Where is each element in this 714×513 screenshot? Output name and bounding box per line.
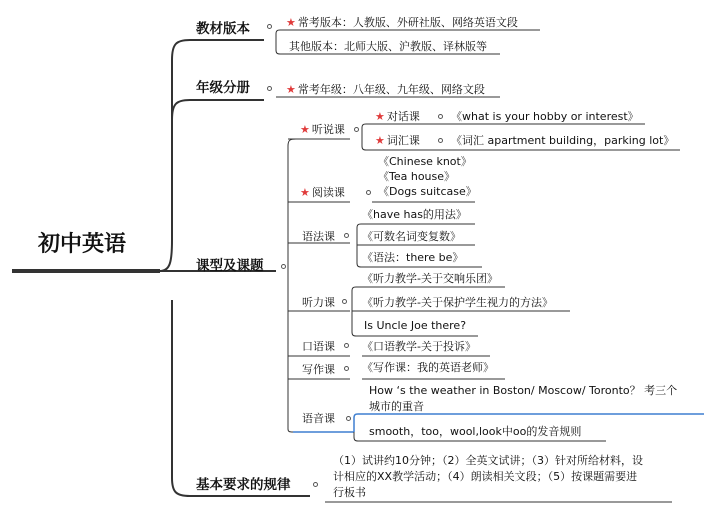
phonetics-topic: How ‘s the weather in Boston/ Moscow/ Toronto？ 考三个 (369, 384, 678, 397)
lesson-listening-speaking (300, 123, 345, 137)
collapse-toggle[interactable] (267, 86, 272, 91)
dialogue-topic: 《what is your hobby or interest》 (451, 110, 639, 123)
grade-common-text: 常考年级：八年级、九年级、网络文段 (297, 83, 485, 96)
lesson-label: 阅读课 (311, 186, 345, 199)
textbook-common (286, 16, 518, 30)
listening-topic: 《听力教学-关于保护学生视力的方法》 (362, 296, 553, 309)
lesson-listening: 听力课 (302, 296, 335, 309)
grammar-topic: 《语法：there be》 (362, 251, 464, 264)
collapse-toggle[interactable] (267, 24, 272, 29)
category-rules: 基本要求的规律 (196, 477, 291, 493)
rules-text: 计相应的XX教学活动；（4）朗读相关文段；（5）按课题需要进 (333, 470, 638, 483)
listening-topic: 《听力教学-关于交响乐团》 (362, 272, 498, 285)
rules-text: （1）试讲约10分钟；（2）全英文试讲；（3）针对所给材料，设 (333, 454, 643, 467)
star-icon: ★ (375, 134, 385, 147)
collapse-toggle[interactable] (344, 366, 349, 371)
collapse-toggle[interactable] (281, 264, 286, 269)
collapse-toggle[interactable] (313, 482, 318, 487)
star-icon: ★ (300, 123, 310, 136)
collapse-toggle[interactable] (344, 343, 349, 348)
lesson-label: 词汇课 (386, 134, 420, 147)
grammar-topic: 《have has的用法》 (362, 208, 467, 221)
root-title: 初中英语 (38, 232, 127, 257)
collapse-toggle[interactable] (438, 114, 443, 119)
grammar-topic: 《可数名词变复数》 (362, 230, 461, 243)
star-icon: ★ (286, 16, 296, 29)
lesson-oral: 口语课 (302, 340, 335, 353)
category-grade: 年级分册 (196, 80, 250, 96)
category-lessons: 课型及课题 (196, 258, 264, 274)
collapse-toggle[interactable] (346, 416, 351, 421)
lesson-reading (300, 186, 345, 200)
lesson-label: 对话课 (386, 110, 420, 123)
collapse-toggle[interactable] (366, 190, 371, 195)
lesson-phonetics: 语音课 (302, 412, 335, 425)
phonetics-topic: 城市的重音 (369, 400, 424, 413)
oral-topic: 《口语教学-关于投诉》 (362, 340, 476, 353)
star-icon: ★ (300, 186, 310, 199)
textbook-common-text: 常考版本：人教版、外研社版、网络英语文段 (297, 16, 518, 29)
rules-text: 行板书 (333, 486, 366, 499)
grade-common (286, 83, 485, 97)
lesson-dialogue (375, 110, 420, 124)
lesson-vocabulary (375, 134, 420, 148)
collapse-toggle[interactable] (354, 127, 359, 132)
reading-topic: 《Tea house》 (378, 170, 456, 183)
phonetics-topic-2: smooth，too，wool,look中oo的发音规则 (369, 425, 582, 438)
lesson-writing: 写作课 (302, 363, 335, 376)
star-icon: ★ (375, 110, 385, 123)
reading-topic: 《Chinese knot》 (378, 155, 472, 168)
collapse-toggle[interactable] (344, 233, 349, 238)
vocabulary-topic: 《词汇 apartment building，parking lot》 (451, 134, 675, 147)
category-textbook: 教材版本 (196, 21, 250, 37)
star-icon: ★ (286, 83, 296, 96)
collapse-toggle[interactable] (438, 138, 443, 143)
writing-topic: 《写作课：我的英语老师》 (362, 361, 494, 374)
reading-topic: 《Dogs suitcase》 (378, 185, 477, 198)
textbook-other: 其他版本：北师大版、沪教版、译林版等 (289, 40, 487, 53)
listening-topic: Is Uncle Joe there? (364, 319, 467, 332)
collapse-toggle[interactable] (342, 299, 347, 304)
lesson-label: 听说课 (311, 123, 345, 136)
lesson-grammar: 语法课 (302, 230, 335, 243)
